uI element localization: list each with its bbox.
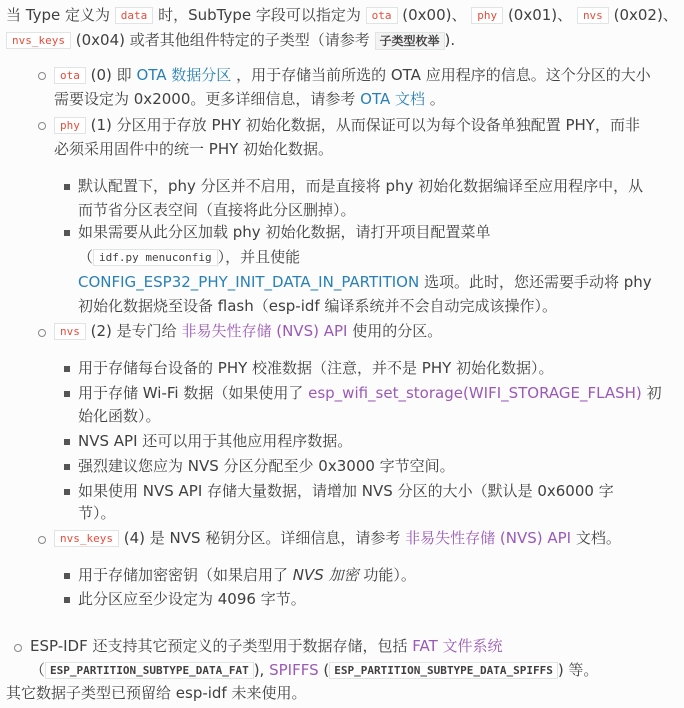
- reserved-note: 其它数据子类型已预留给 esp-idf 未来使用。: [6, 684, 307, 702]
- nvs-bullet-5: 如果使用 NVS API 存储大量数据，请增加 NVS 分区的大小（默认是 0x6000 字: [78, 482, 614, 500]
- ota-data-partition-link[interactable]: OTA 数据分区: [136, 66, 232, 84]
- nvs-keys-bullet-2: 此分区应至少设定为 4096 字节。: [78, 590, 306, 608]
- circle-bullet-icon: [38, 329, 46, 337]
- phy-bullet-2-line-2: （ idf.py menuconfig ），并且使能: [78, 248, 301, 266]
- circle-bullet-icon: [38, 72, 46, 80]
- square-bullet-icon: [64, 184, 70, 190]
- code-nvs: nvs: [54, 323, 86, 340]
- code-data: data: [115, 7, 154, 24]
- circle-bullet-icon: [38, 536, 46, 544]
- esp-idf-item: ESP-IDF 还支持其它预定义的子类型用于数据存储，包括 FAT 文件系统: [30, 637, 503, 655]
- circle-bullet-icon: [38, 122, 46, 130]
- code-nvs-keys: nvs_keys: [6, 32, 71, 49]
- circle-bullet-icon: [14, 644, 22, 652]
- ota-item-line-2: 需要设定为 0x2000。更多详细信息，请参考 OTA 文档 。: [54, 90, 445, 108]
- nvs-bullet-5-line-2: 节）。: [78, 504, 116, 522]
- phy-bullet-2: 如果需要从此分区加载 phy 初始化数据，请打开项目配置菜单: [78, 223, 491, 241]
- nvs-api-link[interactable]: 非易失性存储 (NVS) API: [181, 322, 348, 340]
- square-bullet-icon: [64, 573, 70, 579]
- nvs-api-link[interactable]: 非易失性存储 (NVS) API: [405, 529, 572, 547]
- code-ota: ota: [54, 67, 86, 84]
- code-phy: phy: [471, 7, 503, 24]
- nvs-keys-bullet-1: 用于存储加密密钥（如果启用了 NVS 加密 功能）。: [78, 566, 416, 584]
- intro-line-1: 当 Type 定义为 data 时，SubType 字段可以指定为 ota (0x00)、 phy (0x01)、 nvs (0x02)、: [6, 6, 678, 24]
- square-bullet-icon: [64, 391, 70, 397]
- nvs-bullet-2-line-2: 始化函数）。: [78, 407, 161, 425]
- code-menuconfig: idf.py menuconfig: [93, 249, 218, 266]
- intro-line-2: nvs_keys (0x04) 或者其他组件特定的子类型（请参考 子类型枚举 ).: [6, 29, 455, 52]
- code-nvs-keys: nvs_keys: [54, 530, 119, 547]
- code-ota: ota: [366, 7, 398, 24]
- ota-docs-link[interactable]: OTA 文档: [360, 90, 425, 108]
- code-subtype-fat: ESP_PARTITION_SUBTYPE_DATA_FAT: [45, 662, 254, 679]
- phy-bullet-2-line-4: 初始化数据烧至设备 flash（esp-idf 编译系统并不会自动完成该操作）。: [78, 297, 557, 315]
- wifi-storage-link[interactable]: esp_wifi_set_storage(WIFI_STORAGE_FLASH): [308, 384, 642, 402]
- code-phy: phy: [54, 117, 86, 134]
- spiffs-link[interactable]: SPIFFS: [269, 661, 319, 679]
- phy-bullet-1: 默认配置下，phy 分区并不启用，而是直接将 phy 初始化数据编译至应用程序中，从: [78, 177, 644, 195]
- phy-item: phy (1) 分区用于存放 PHY 初始化数据，从而保证可以为每个设备单独配置 PHY，而非: [54, 114, 640, 137]
- nvs-bullet-4: 强烈建议您应为 NVS 分区分配至少 0x3000 字节空间。: [78, 457, 455, 475]
- square-bullet-icon: [64, 597, 70, 603]
- nvs-bullet-2: 用于存储 Wi-Fi 数据（如果使用了 esp_wifi_set_storage(WIFI_STORAGE_FLASH) 初: [78, 384, 662, 402]
- square-bullet-icon: [64, 439, 70, 445]
- nvs-keys-item: nvs_keys (4) 是 NVS 秘钥分区。详细信息，请参考 非易失性存储 (NVS) API 文档。: [54, 527, 621, 550]
- phy-bullet-1-line-2: 而节省分区表空间（直接将此分区删掉）。: [78, 201, 356, 219]
- phy-item-line-2: 必须采用固件中的统一 PHY 初始化数据。: [54, 140, 334, 158]
- square-bullet-icon: [64, 464, 70, 470]
- code-nvs: nvs: [577, 7, 609, 24]
- nvs-bullet-3: NVS API 还可以用于其他应用程序数据。: [78, 432, 353, 450]
- nvs-bullet-1: 用于存储每台设备的 PHY 校准数据（注意，并不是 PHY 初始化数据）。: [78, 359, 554, 377]
- square-bullet-icon: [64, 366, 70, 372]
- esp-idf-item-line-2: （ ESP_PARTITION_SUBTYPE_DATA_FAT ), SPIFFS ( ESP_PARTITION_SUBTYPE_DATA_SPIFFS ) 等。: [30, 661, 599, 679]
- nvs-item: nvs (2) 是专门给 非易失性存储 (NVS) API 使用的分区。: [54, 320, 442, 343]
- square-bullet-icon: [64, 230, 70, 236]
- square-bullet-icon: [64, 489, 70, 495]
- phy-bullet-2-line-3: CONFIG_ESP32_PHY_INIT_DATA_IN_PARTITION 选项。此时，您还需要手动将 phy: [78, 273, 652, 291]
- phy-init-config-link[interactable]: CONFIG_ESP32_PHY_INIT_DATA_IN_PARTITION: [78, 273, 420, 291]
- fat-filesystem-link[interactable]: FAT 文件系统: [412, 637, 503, 655]
- subtype-enum-ref[interactable]: 子类型枚举: [375, 32, 445, 50]
- code-subtype-spiffs: ESP_PARTITION_SUBTYPE_DATA_SPIFFS: [329, 662, 558, 679]
- ota-item: ota (0) 即 OTA 数据分区 ，用于存储当前所选的 OTA 应用程序的信息。这个分区的大小: [54, 64, 651, 87]
